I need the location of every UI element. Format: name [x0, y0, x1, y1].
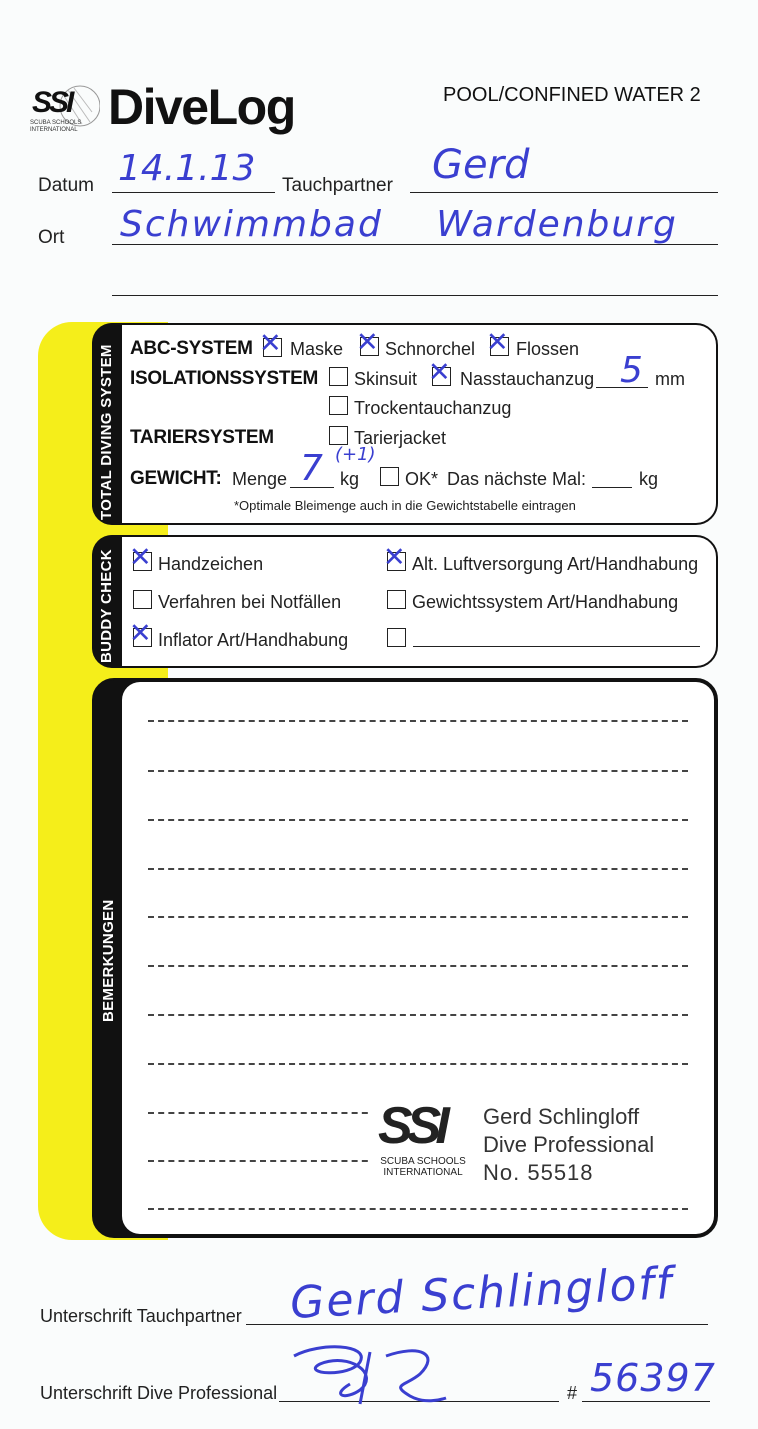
naechste-label: Das nächste Mal:: [447, 469, 587, 489]
nasstauchanzug-label: Nasstauchanzug: [460, 369, 595, 389]
custom-line: [413, 646, 700, 647]
page-title: DiveLog: [108, 79, 295, 135]
schnorchel-label: Schnorchel: [385, 339, 476, 359]
pro-signature-label: Unterschrift Dive Professional: [40, 1383, 278, 1403]
stamp-logo-letters: SSI: [372, 1096, 450, 1156]
dive-type-label: POOL/CONFINED WATER 2: [443, 84, 701, 106]
tauchpartner-label: Tauchpartner: [282, 175, 393, 196]
notes-line: [148, 1063, 688, 1065]
notes-line: [148, 770, 688, 772]
inflator-label: Inflator Art/Handhabung: [158, 630, 349, 650]
notes-line: [148, 1014, 688, 1016]
partner-signature-label: Unterschrift Tauchpartner: [40, 1306, 242, 1326]
thickness-value[interactable]: 5: [620, 350, 643, 391]
handzeichen-checkbox[interactable]: ✕: [129, 542, 152, 573]
datum-line: [112, 192, 275, 193]
notes-line: [148, 965, 688, 967]
notes-line: [148, 916, 688, 918]
stamp-name: Gerd Schlingloff: [483, 1104, 643, 1130]
instructor-stamp: [366, 1097, 696, 1190]
datum-label: Datum: [38, 175, 94, 196]
weight-footnote: *Optimale Bleimenge auch in die Gewichtstabelle eintragen: [234, 498, 576, 513]
stamp-number: No. 55518: [483, 1160, 598, 1186]
ssi-logo-letters: SSI: [32, 86, 72, 119]
naechste-line: [592, 487, 632, 488]
partner-signature[interactable]: Gerd Schlingloff: [288, 1257, 675, 1330]
maske-checkbox[interactable]: ✕: [259, 328, 282, 359]
ort-label: Ort: [38, 227, 65, 248]
gewichtssystem-label: Gewichtssystem Art/Handhabung: [412, 592, 679, 612]
pro-signature-scribble: [290, 1334, 450, 1408]
alt-luftversorgung-checkbox[interactable]: ✕: [383, 542, 406, 573]
trockentauchanzug-checkbox[interactable]: [329, 396, 348, 415]
flossen-checkbox[interactable]: ✕: [486, 327, 509, 358]
ok-checkbox[interactable]: [380, 467, 399, 486]
menge-kg: kg: [340, 469, 360, 489]
total-diving-system-label: TOTAL DIVING SYSTEM: [98, 344, 115, 520]
hash-label: #: [567, 1383, 578, 1403]
pro-number-line: [582, 1401, 710, 1402]
bemerkungen-label: BEMERKUNGEN: [100, 899, 117, 1022]
notes-line: [148, 720, 688, 722]
ssi-logo-subtext: SCUBA SCHOOLS INTERNATIONAL: [30, 120, 82, 133]
menge-note: (+1): [335, 444, 376, 465]
tauchpartner-line: [410, 192, 718, 193]
skinsuit-label: Skinsuit: [354, 369, 418, 389]
inflator-checkbox[interactable]: ✕: [129, 618, 152, 649]
menge-label: Menge: [232, 469, 288, 489]
naechste-kg: kg: [639, 469, 659, 489]
stamp-title: Dive Professional: [483, 1132, 658, 1158]
skinsuit-checkbox[interactable]: [329, 367, 348, 386]
notes-line: [148, 1112, 378, 1114]
thickness-unit: mm: [655, 369, 685, 389]
notfaelle-checkbox[interactable]: [133, 590, 152, 609]
ok-label: OK*: [405, 469, 439, 489]
buddy-check-label: BUDDY CHECK: [98, 549, 115, 663]
nasstauchanzug-checkbox[interactable]: ✕: [428, 357, 451, 388]
ssi-logo: [30, 82, 100, 134]
notes-line: [148, 1160, 378, 1162]
tarierjacket-checkbox[interactable]: [329, 426, 348, 445]
custom-checkbox[interactable]: [387, 628, 406, 647]
tarierjacket-label: Tarierjacket: [354, 428, 447, 448]
trockentauchanzug-label: Trockentauchanzug: [354, 398, 512, 418]
ort-extra-line: [112, 295, 718, 296]
abc-system-label: ABC-SYSTEM: [130, 338, 253, 359]
maske-label: Maske: [290, 339, 344, 359]
pro-number[interactable]: 56397: [590, 1356, 716, 1400]
notfaelle-label: Verfahren bei Notfällen: [158, 592, 342, 612]
alt-luftversorgung-label: Alt. Luftversorgung Art/Handhabung: [412, 554, 699, 574]
tariersystem-label: TARIERSYSTEM: [130, 427, 274, 448]
tauchpartner-value[interactable]: Gerd: [432, 142, 530, 188]
datum-value[interactable]: 14.1.13: [118, 148, 256, 189]
gewicht-label: GEWICHT:: [130, 468, 222, 489]
notes-line: [148, 1208, 688, 1210]
stamp-logo-subtext: SCUBA SCHOOLS INTERNATIONAL: [368, 1156, 478, 1178]
ort-value[interactable]: Schwimmbad Wardenburg: [120, 204, 678, 245]
gewichtssystem-checkbox[interactable]: [387, 590, 406, 609]
isolationssystem-label: ISOLATIONSSYSTEM: [130, 368, 319, 389]
handzeichen-label: Handzeichen: [158, 554, 264, 574]
schnorchel-checkbox[interactable]: ✕: [356, 327, 379, 358]
flossen-label: Flossen: [516, 339, 580, 359]
notes-line: [148, 819, 688, 821]
menge-value[interactable]: 7: [300, 448, 323, 489]
notes-line: [148, 868, 688, 870]
